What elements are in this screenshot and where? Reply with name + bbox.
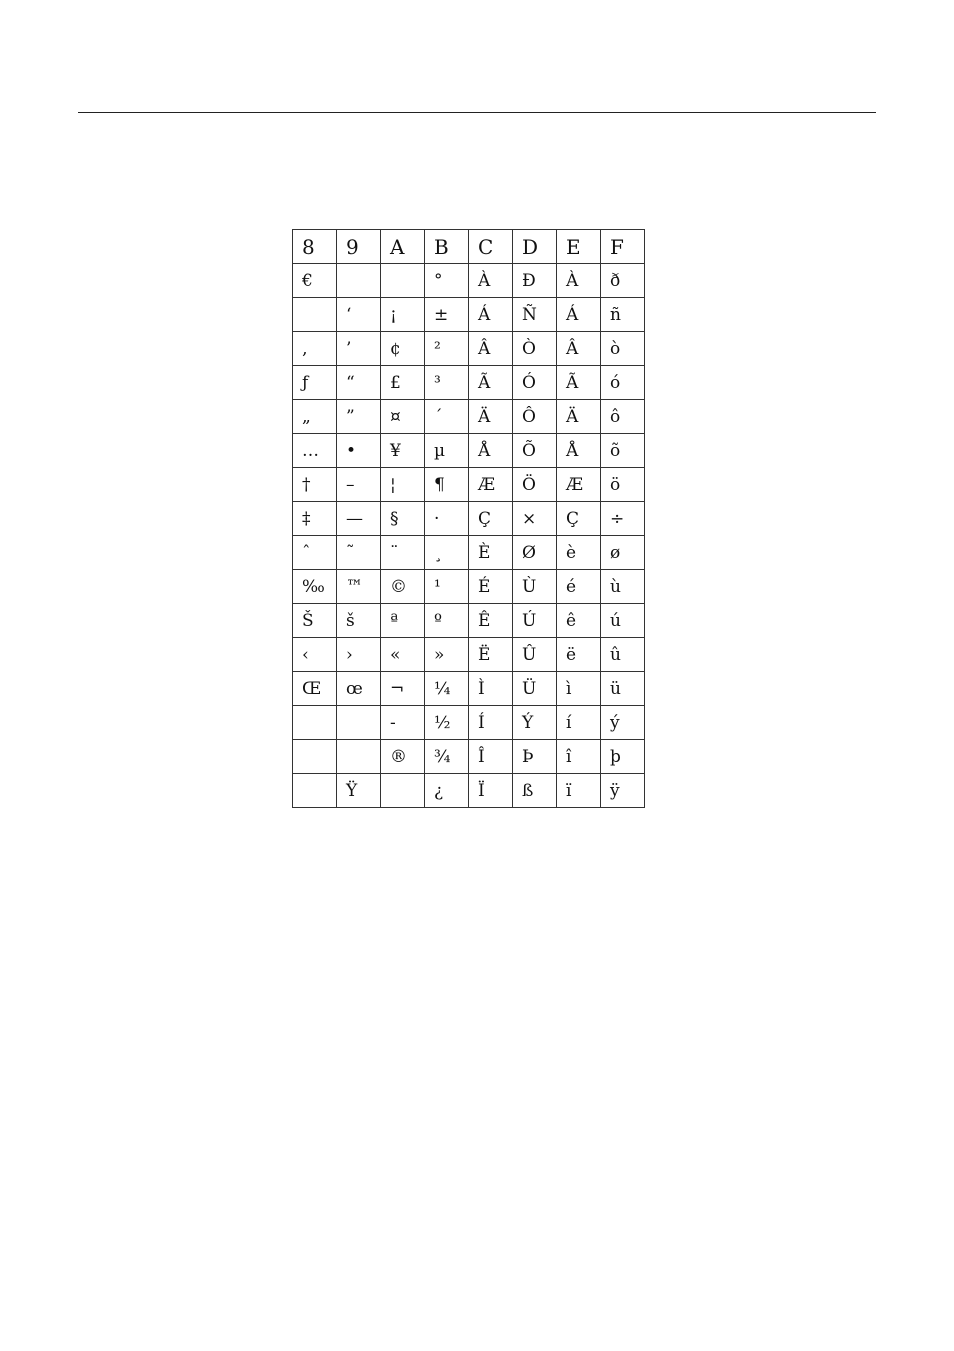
column-header: B — [425, 230, 469, 264]
header-rule — [78, 112, 876, 113]
table-cell — [293, 740, 337, 774]
table-cell: ¥ — [381, 434, 425, 468]
table-cell: Í — [469, 706, 513, 740]
table-row — [293, 672, 645, 706]
table-cell: ” — [337, 400, 381, 434]
table-cell: Ú — [513, 604, 557, 638]
column-header: 9 — [337, 230, 381, 264]
table-cell: ¦ — [381, 468, 425, 502]
table-cell: õ — [601, 434, 645, 468]
table-cell: î — [557, 740, 601, 774]
table-cell: ÷ — [601, 502, 645, 536]
table-cell: ß — [513, 774, 557, 808]
table-cell: ò — [601, 332, 645, 366]
table-cell: ¸ — [425, 536, 469, 570]
table-cell: Â — [557, 332, 601, 366]
table-cell: Û — [513, 638, 557, 672]
table-cell: º — [425, 604, 469, 638]
table-cell: † — [293, 468, 337, 502]
table-row — [293, 502, 645, 536]
table-cell: ¡ — [381, 298, 425, 332]
table-cell: À — [469, 264, 513, 298]
table-cell: £ — [381, 366, 425, 400]
table-cell: ¨ — [381, 536, 425, 570]
table-cell: - — [381, 706, 425, 740]
table-cell: € — [293, 264, 337, 298]
table-cell: Ã — [469, 366, 513, 400]
table-cell: ª — [381, 604, 425, 638]
table-cell: ‡ — [293, 502, 337, 536]
table-cell: ƒ — [293, 366, 337, 400]
table-cell: Å — [557, 434, 601, 468]
table-row — [293, 468, 645, 502]
column-header: E — [557, 230, 601, 264]
table-cell: › — [337, 638, 381, 672]
table-cell: Á — [557, 298, 601, 332]
table-cell: Ä — [557, 400, 601, 434]
column-header: F — [601, 230, 645, 264]
table-cell: µ — [425, 434, 469, 468]
table-cell — [337, 264, 381, 298]
table-cell: ö — [601, 468, 645, 502]
table-cell: § — [381, 502, 425, 536]
table-cell: í — [557, 706, 601, 740]
table-row — [293, 740, 645, 774]
table-cell: Ì — [469, 672, 513, 706]
column-header: D — [513, 230, 557, 264]
table-cell: ˜ — [337, 536, 381, 570]
table-cell: ø — [601, 536, 645, 570]
table-cell: Ô — [513, 400, 557, 434]
table-cell: • — [337, 434, 381, 468]
table-row — [293, 570, 645, 604]
table-cell: ý — [601, 706, 645, 740]
table-cell: ù — [601, 570, 645, 604]
table-cell: Ÿ — [337, 774, 381, 808]
table-cell: ï — [557, 774, 601, 808]
table-cell: Ê — [469, 604, 513, 638]
table-cell: ² — [425, 332, 469, 366]
table-cell: û — [601, 638, 645, 672]
table-cell: Å — [469, 434, 513, 468]
table-cell: ê — [557, 604, 601, 638]
table-cell: Æ — [557, 468, 601, 502]
table-row — [293, 264, 645, 298]
table-row — [293, 434, 645, 468]
table-cell: ¤ — [381, 400, 425, 434]
table-cell: ‘ — [337, 298, 381, 332]
table-cell: · — [425, 502, 469, 536]
table-cell: š — [337, 604, 381, 638]
table-row — [293, 332, 645, 366]
table-row — [293, 298, 645, 332]
table-cell: ó — [601, 366, 645, 400]
table-cell — [337, 706, 381, 740]
table-cell: è — [557, 536, 601, 570]
table-row — [293, 604, 645, 638]
table-cell: ˆ — [293, 536, 337, 570]
table-cell: œ — [337, 672, 381, 706]
table-cell: Ü — [513, 672, 557, 706]
table-cell: À — [557, 264, 601, 298]
code-table-header — [293, 230, 645, 264]
table-cell: Ò — [513, 332, 557, 366]
table-cell: Ñ — [513, 298, 557, 332]
character-code-table — [292, 229, 645, 808]
table-cell: Ù — [513, 570, 557, 604]
table-cell: ¼ — [425, 672, 469, 706]
table-cell: ½ — [425, 706, 469, 740]
table-cell — [293, 774, 337, 808]
table-cell: È — [469, 536, 513, 570]
table-cell: » — [425, 638, 469, 672]
table-cell: ú — [601, 604, 645, 638]
table-cell: « — [381, 638, 425, 672]
table-cell: Ï — [469, 774, 513, 808]
table-cell: ³ — [425, 366, 469, 400]
table-cell: – — [337, 468, 381, 502]
code-table-body — [293, 264, 645, 808]
table-cell: Š — [293, 604, 337, 638]
table-cell: ë — [557, 638, 601, 672]
table-cell — [381, 774, 425, 808]
table-cell: … — [293, 434, 337, 468]
table-cell: Ã — [557, 366, 601, 400]
table-cell: É — [469, 570, 513, 604]
table-cell: þ — [601, 740, 645, 774]
table-cell: Â — [469, 332, 513, 366]
column-header: 8 — [293, 230, 337, 264]
column-header: A — [381, 230, 425, 264]
table-cell: Î — [469, 740, 513, 774]
table-cell: ‹ — [293, 638, 337, 672]
table-cell: Ý — [513, 706, 557, 740]
table-cell: Œ — [293, 672, 337, 706]
table-cell: ± — [425, 298, 469, 332]
table-cell: ‰ — [293, 570, 337, 604]
table-cell: Ø — [513, 536, 557, 570]
table-row — [293, 706, 645, 740]
column-header: C — [469, 230, 513, 264]
table-cell: ¬ — [381, 672, 425, 706]
table-cell: ’ — [337, 332, 381, 366]
table-cell: ñ — [601, 298, 645, 332]
table-cell: × — [513, 502, 557, 536]
table-cell: ô — [601, 400, 645, 434]
table-cell: Ç — [557, 502, 601, 536]
table-cell: ü — [601, 672, 645, 706]
table-cell: ¾ — [425, 740, 469, 774]
table-cell — [337, 740, 381, 774]
table-cell: Á — [469, 298, 513, 332]
table-cell: Æ — [469, 468, 513, 502]
table-cell: ° — [425, 264, 469, 298]
table-cell: Ó — [513, 366, 557, 400]
table-cell: ¹ — [425, 570, 469, 604]
table-cell: Ë — [469, 638, 513, 672]
table-row — [293, 366, 645, 400]
table-cell: ¶ — [425, 468, 469, 502]
table-cell: Ç — [469, 502, 513, 536]
table-cell: ™ — [337, 570, 381, 604]
table-cell: ð — [601, 264, 645, 298]
table-cell: Đ — [513, 264, 557, 298]
table-cell: é — [557, 570, 601, 604]
table-row — [293, 774, 645, 808]
table-cell: ‚ — [293, 332, 337, 366]
table-cell — [293, 706, 337, 740]
table-cell: Õ — [513, 434, 557, 468]
table-cell: ¿ — [425, 774, 469, 808]
table-cell: ¢ — [381, 332, 425, 366]
table-cell: Ö — [513, 468, 557, 502]
table-cell — [381, 264, 425, 298]
table-row — [293, 400, 645, 434]
table-cell: “ — [337, 366, 381, 400]
column-header-row — [293, 230, 645, 264]
table-cell: Ä — [469, 400, 513, 434]
table-cell: ÿ — [601, 774, 645, 808]
table-cell: ´ — [425, 400, 469, 434]
table-cell: ® — [381, 740, 425, 774]
table-row — [293, 638, 645, 672]
table-cell: ì — [557, 672, 601, 706]
table-cell: © — [381, 570, 425, 604]
table-cell: Þ — [513, 740, 557, 774]
table-cell: „ — [293, 400, 337, 434]
table-cell: — — [337, 502, 381, 536]
table-cell — [293, 298, 337, 332]
table-row — [293, 536, 645, 570]
